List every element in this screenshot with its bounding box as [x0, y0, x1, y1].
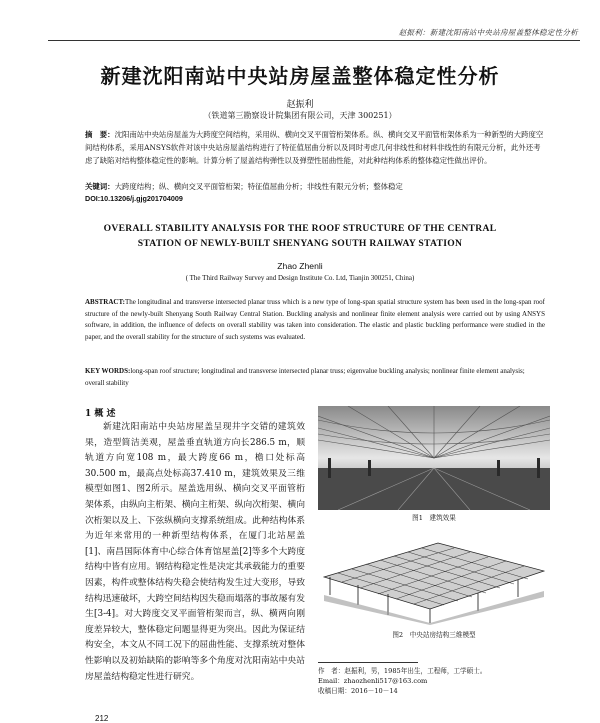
- affiliation-chinese: （铁道第三勘察设计院集团有限公司，天津 300251）: [203, 111, 397, 120]
- abstract-cn-text: 沈阳南站中央站房屋盖为大跨度空间结构，采用纵、横向交叉平面管桁架体系。纵、横向交叉平面管桁架体系为一种新型的大跨度空间结构体系，采用ANSYS软件对该中央站房屋盖结构进行了特征值屈曲分析以及同时考虑几何非线性和材料非线性的有限元分析，此外还考虑了缺陷对结构整体稳定性的影响。计算分析了屋盖结构弹性以及弹塑性屈曲性能，对此种结构体系的整体稳定性做出评价。: [85, 130, 544, 165]
- abstract-chinese: [85, 128, 545, 167]
- body-paragraph: 新建沈阳南站中央站房屋盖呈现井字交错的建筑效果，造型简洁美观，屋盖垂直轨道方向长286.5 m，顺轨道方向宽108 m，最大跨度66 m，檐口处标高30.500 m，最高点处标高37.410 m，建筑效果及三维模型如图1、图2所示。屋盖选用纵、横向交叉平面管桁架体系，由纵向主桁架、横向主桁架、纵向次桁架、横向次桁架以及上、下弦纵横向支撑系统组成。此种结构体系为近年来常用的一种新型结构体系，在厦门北站屋盖[1]、南昌国际体育中心综合体育馆屋盖[2]等多个大跨度结构中皆有应用。钢结构稳定性是决定其承载能力的重要因素，构件或整体结构失稳会使结构发生过大变形，导致结构迅速破坏，大跨空间结构因失稳而塌落的事故屡有发生[3-4]。对大跨度交叉平面管桁架而言，纵、横两向刚度差异较大，整体稳定问题显得更为突出。因此为保证结构安全，本文从不同工况下的屈曲性能、支撑系统对整体性影响以及初始缺陷的影响等多个角度对沈阳南站中央站房屋盖结构稳定性进行研究。: [85, 422, 305, 682]
- page-number: 212: [95, 714, 109, 723]
- author-chinese: 赵振利: [286, 100, 314, 110]
- section-heading: 1 概 述: [85, 409, 116, 419]
- footnote-rule: [318, 662, 418, 663]
- keywords-en-text: long-span roof structure; longitudinal and transverse intersected planar truss; eigenvalue buckling analysis; nonlinear finite element analysis; overall stability: [85, 367, 525, 387]
- title-en-line2: STATION OF NEWLY-BUILT SHENYANG SOUTH RAILWAY STATION: [137, 238, 463, 249]
- footnote-email: Email：zhaozhenli517@163.com: [318, 677, 428, 685]
- keywords-en-label: KEY WORDS:: [85, 367, 131, 375]
- figure2-caption: 图2 中央站房结构三维模型: [392, 631, 476, 639]
- running-head: 赵振利：新建沈阳南站中央站房屋盖整体稳定性分析: [398, 28, 578, 37]
- figure1-caption: 图1 建筑效果: [412, 514, 456, 522]
- figure-3d-structure-model: [318, 525, 550, 625]
- abstract-en-label: ABSTRACT:: [85, 298, 125, 306]
- abstract-cn-label: 摘 要：: [85, 130, 115, 139]
- keywords-english: [85, 366, 545, 389]
- title-english: [60, 221, 540, 251]
- affiliation-english: ( The Third Railway Survey and Design Institute Co. Ltd, Tianjin 300251, China): [185, 274, 415, 282]
- abstract-en-text: The longitudinal and transverse intersected planar truss which is a new type of long-span spatial structure system has been used in the long-span roof structure of the newly-built Shenyang South Railway Central Station. Buckling analysis and nonlinear finite element analysis were carried out by using ANSYS software, in addition, the influence of defects on overall stability was taken into consideration. The elastic and plastic buckling performance were studied in the paper, and the overall stability for the structure of such systems was evaluated.: [85, 298, 545, 341]
- author-english: Zhao Zhenli: [277, 261, 323, 271]
- keywords-cn-label: 关键词：: [85, 182, 115, 191]
- doi: DOI:10.13206/j.gjg201704009: [85, 194, 183, 203]
- title-en-line1: OVERALL STABILITY ANALYSIS FOR THE ROOF STRUCTURE OF THE CENTRAL: [103, 223, 497, 234]
- keywords-chinese: [85, 181, 545, 192]
- header-rule: [48, 40, 580, 41]
- footnote-received-date: 收稿日期：2016－10－14: [318, 687, 398, 695]
- title-chinese: 新建沈阳南站中央站房屋盖整体稳定性分析: [100, 64, 500, 88]
- keywords-cn-text: 大跨度结构；纵、横向交叉平面管桁架；特征值屈曲分析；非线性有限元分析；整体稳定: [114, 182, 403, 191]
- footnote-author: 作 者：赵振利，男，1985年出生，工程师，工学硕士。: [318, 667, 487, 675]
- abstract-english: [85, 297, 545, 343]
- figure-station-interior: [318, 406, 550, 510]
